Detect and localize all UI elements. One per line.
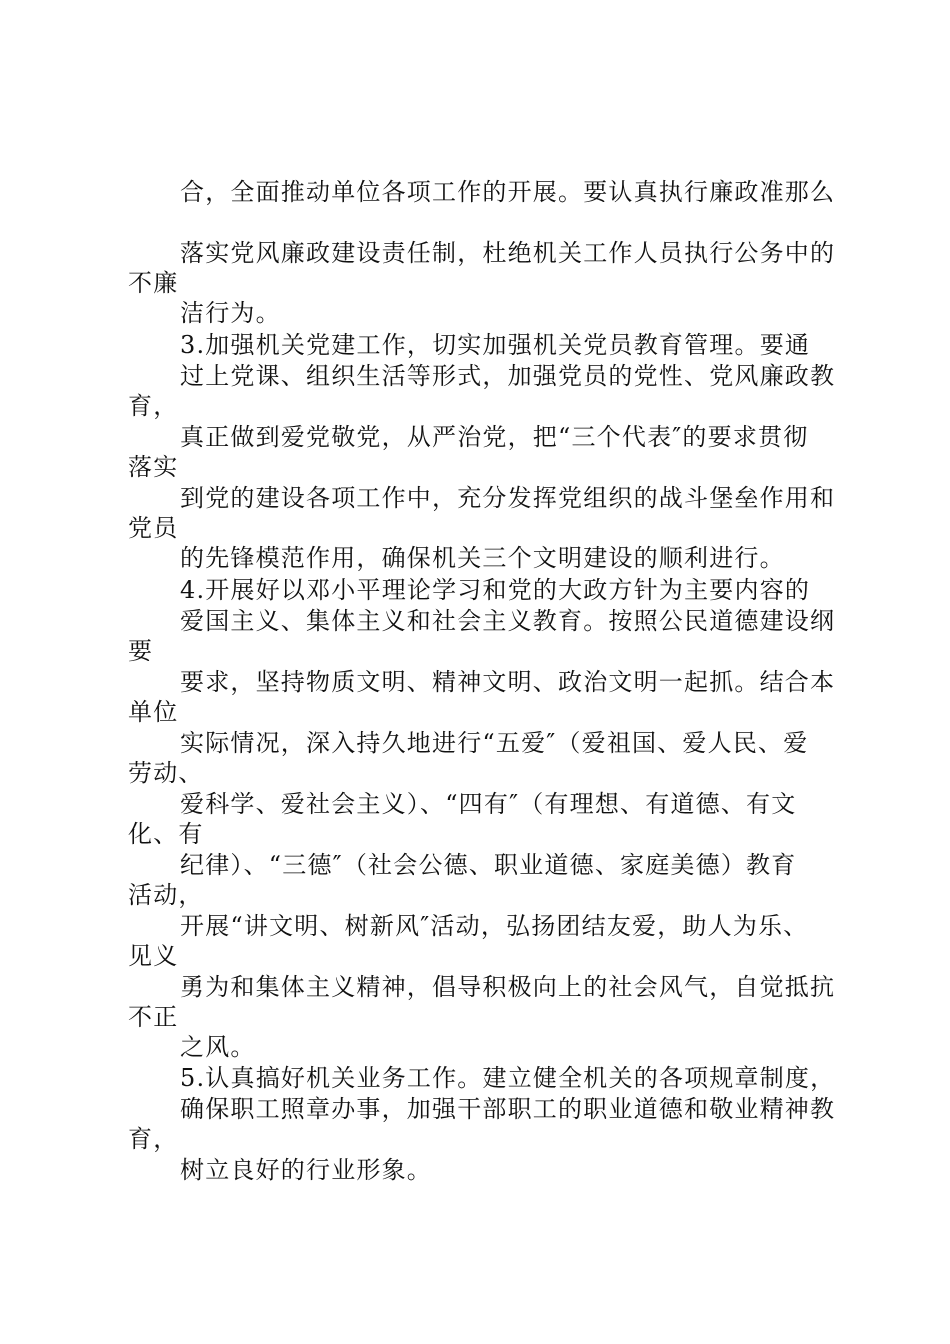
text-line: 爱科学、爱社会主义）、“四有″（有理想、有道德、有文 — [180, 790, 797, 818]
text-line: 3.加强机关党建工作，切实加强机关党员教育管理。要通 — [180, 331, 811, 359]
text-line: 开展“讲文明、树新风″活动，弘扬团结友爱，助人为乐、 — [180, 912, 809, 940]
text-line: 爱国主义、集体主义和社会主义教育。按照公民道德建设纲 — [180, 607, 836, 635]
text-line: 真正做到爱党敬党，从严治党，把“三个代表″的要求贯彻 — [180, 423, 809, 451]
text-line: 不正 — [128, 1003, 179, 1031]
text-line: 的先锋模范作用，确保机关三个文明建设的顺利进行。 — [180, 544, 785, 572]
text-line: 之风。 — [180, 1033, 256, 1061]
text-line: 合，全面推动单位各项工作的开展。要认真执行廉政准那么 — [180, 178, 836, 206]
text-line: 5.认真搞好机关业务工作。建立健全机关的各项规章制度， — [180, 1064, 836, 1092]
text-line: 见义 — [128, 942, 179, 970]
text-line: 要求，坚持物质文明、精神文明、政治文明一起抓。结合本 — [180, 668, 836, 696]
text-line: 要 — [128, 637, 154, 665]
text-line: 化、有 — [128, 820, 204, 848]
text-line: 树立良好的行业形象。 — [180, 1156, 432, 1184]
text-line: 党员 — [128, 514, 179, 542]
text-line: 不廉 — [128, 269, 179, 297]
text-line: 劳动、 — [128, 759, 204, 787]
text-line: 落实 — [128, 453, 179, 481]
text-line: 育， — [128, 1125, 179, 1153]
text-line: 到党的建设各项工作中，充分发挥党组织的战斗堡垒作用和 — [180, 484, 836, 512]
text-line: 活动， — [128, 881, 204, 909]
text-line: 过上党课、组织生活等形式，加强党员的党性、党风廉政教 — [180, 362, 836, 390]
text-line: 纪律）、“三德″（社会公德、职业道德、家庭美德）教育 — [180, 851, 797, 879]
text-line: 育， — [128, 392, 179, 420]
text-line: 4.开展好以邓小平理论学习和党的大政方针为主要内容的 — [180, 576, 811, 604]
text-line: 确保职工照章办事，加强干部职工的职业道德和敬业精神教 — [180, 1095, 836, 1123]
text-line: 落实党风廉政建设责任制，杜绝机关工作人员执行公务中的 — [180, 239, 836, 267]
text-line: 实际情况，深入持久地进行“五爱″（爱祖国、爱人民、爱 — [180, 729, 809, 757]
text-line: 单位 — [128, 698, 179, 726]
text-line: 勇为和集体主义精神，倡导积极向上的社会风气，自觉抵抗 — [180, 973, 836, 1001]
text-line: 洁行为。 — [180, 299, 281, 327]
